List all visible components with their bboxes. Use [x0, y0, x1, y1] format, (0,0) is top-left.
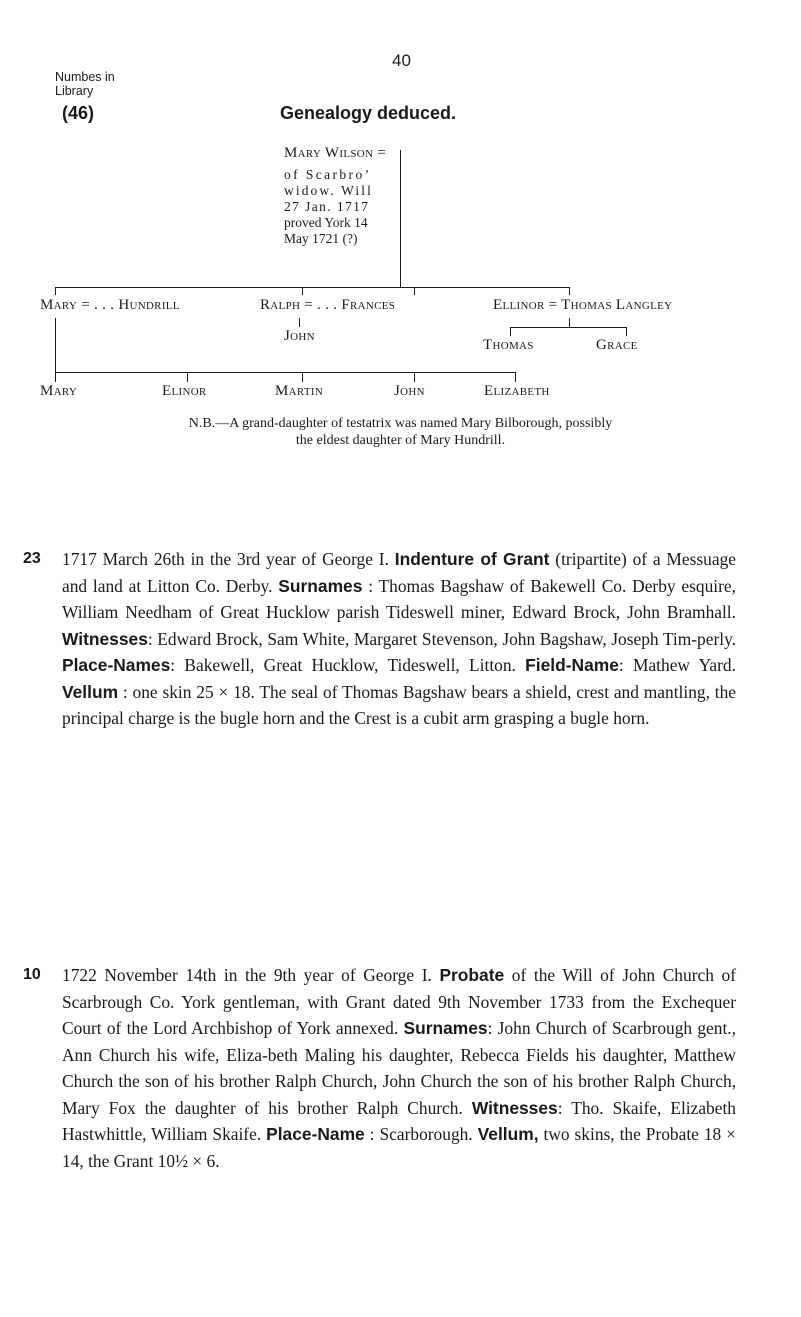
root-name: Mary Wilson = [284, 145, 387, 161]
entry-date: 1717 March 26th in the 3rd year of George I. [62, 549, 389, 569]
surnames-text: Thomas Bagshaw of Bakewell Co. Derby esquire, William Needham of Great Hucklow parish Tideswell miner, Edward Brock, John Bramhall. [62, 575, 736, 622]
entry-number: 10 [23, 966, 41, 983]
grandchild-elinor: Elinor [162, 383, 207, 399]
vellum-label: Vellum [62, 681, 119, 702]
sibling-tick [302, 287, 303, 295]
root-detail-line: May 1721 (?) [284, 231, 358, 246]
surnames-label: Surnames [278, 575, 363, 596]
page-title: Genealogy deduced. [280, 103, 457, 123]
child-ellinor-langley: Ellinor = Thomas Langley [493, 297, 673, 313]
mary-child-tick [55, 372, 56, 382]
witnesses-text: Tho. Skaife, Elizabeth Hastwhittle, William Skaife. [62, 1097, 736, 1144]
mary-child-tick [187, 372, 188, 382]
vellum-label: Vellum, [477, 1124, 539, 1144]
entry-type-rest: of the Will of John Church of Scarbrough Co. York gentleman, with Grant dated 9th November 1733 from the Exchequer Court of the Lord Archbishop of York annexed. [62, 965, 736, 1038]
root-detail-line: widow. Will [284, 183, 373, 198]
section-marker: (46) [62, 103, 95, 123]
ralph-connector [299, 318, 300, 327]
root-detail-line: proved York 14 [284, 215, 368, 230]
mary-children-line [55, 372, 516, 373]
page-number: 40 [392, 51, 411, 70]
sibling-tick [569, 287, 570, 295]
vellum-text: one skin 25 × 18. The seal of Thomas Bagshaw bears a shield, crest and mantling, the principal charge is the bugle horn and the Crest is a cubit arm grasping a bugle horn. [62, 681, 736, 728]
grandchild-mary: Mary [40, 383, 78, 399]
mary-child-tick [414, 372, 415, 382]
root-connector [400, 150, 401, 288]
entry-23: 1717 March 26th in the 3rd year of George I. Indenture of Grant (tripartite) of a Messuage and land at Litton Co. Derby. Surnames : Thomas Bagshaw of Bakewell Co. Derby esquire, William Needham of Great Hucklow parish Tideswell miner, Edward Brock, John Bramhall. Witnesses: Edward Brock, Sam White, Margaret Stevenson, John Bagshaw, Joseph Tim-perly. Place-Names: Bakewell, Great Hucklow, Tideswell, Litton. Field-Name: Mathew Yard. Vellum : one skin 25 × 18. The seal of Thomas Bagshaw bears a shield, crest and mantling, the principal charge is the bugle horn and the Crest is a cubit arm grasping a bugle horn. [62, 549, 736, 728]
sibling-tick [55, 287, 56, 295]
library-note-line-2: Library [55, 84, 94, 98]
field-name-label: Field-Name [525, 655, 619, 675]
root-detail-line: 27 Jan. 1717 [284, 199, 370, 214]
mary-child-tick [302, 372, 303, 382]
root-details [284, 167, 373, 247]
place-names-label: Place-Names [62, 655, 171, 675]
note-line: N.B.—A grand-daughter of testatrix was named Mary Bilborough, possibly [188, 416, 613, 431]
library-note [55, 70, 115, 98]
mary-connector [55, 318, 56, 372]
grandchild-john-ralph: John [284, 328, 315, 344]
entry-type-rest: (tripartite) of a Messuage and land at Litton Co. Derby. [62, 549, 736, 596]
note-line: the eldest daughter of Mary Hundrill. [295, 433, 506, 448]
place-names-text: Bakewell, Great Hucklow, Tideswell, Litton. [184, 655, 516, 675]
witnesses-text: Edward Brock, Sam White, Margaret Stevenson, John Bagshaw, Joseph Tim-perly. [157, 628, 736, 649]
ellinor-children-line [510, 327, 627, 328]
grandchild-john: John [394, 383, 425, 399]
root-detail-line: of Scarbro’ [284, 167, 372, 182]
place-name-label: Place-Name [266, 1124, 365, 1144]
vellum-text: two skins, the Probate 18 × 14, the Grant 10½ × 6. [62, 1124, 736, 1171]
field-name-text: Mathew Yard. [633, 655, 736, 675]
mary-child-tick [515, 372, 516, 382]
entry-type-label: Indenture of Grant [394, 549, 550, 569]
place-name-text: Scarborough. [379, 1124, 473, 1144]
ellinor-child-tick [510, 327, 511, 336]
library-note-line-1: Numbes in [55, 70, 115, 84]
grandchild-thomas: Thomas [483, 337, 534, 353]
grandchild-grace: Grace [596, 337, 638, 353]
child-mary-hundrill: Mary = . . . Hundrill [40, 297, 180, 313]
entry-date: 1722 November 14th in the 9th year of George I. [62, 965, 432, 985]
child-ralph-frances: Ralph = . . . Frances [260, 297, 396, 313]
ellinor-child-tick [626, 327, 627, 336]
witnesses-label: Witnesses [471, 1097, 558, 1118]
witnesses-label: Witnesses [62, 628, 148, 649]
sibling-tick [414, 287, 415, 295]
entry-number: 23 [23, 550, 41, 567]
grandchild-elizabeth: Elizabeth [484, 383, 550, 399]
entry-10: 1722 November 14th in the 9th year of George I. Probate of the Will of John Church of Scarbrough Co. York gentleman, with Grant dated 9th November 1733 from the Exchequer Court of the Lord Archbishop of York annexed. Surnames: John Church of Scarbrough gent., Ann Church his wife, Eliza-beth Maling his daughter, Rebecca Fields his daughter, Matthew Church the son of his brother Ralph Church, John Church the son of his brother Ralph Church, Mary Fox the daughter of his brother Ralph Church. Witnesses: Tho. Skaife, Elizabeth Hastwhittle, William Skaife. Place-Name : Scarborough. Vellum, two skins, the Probate 18 × 14, the Grant 10½ × 6. [62, 965, 736, 1171]
surnames-label: Surnames [403, 1018, 488, 1038]
entry-type-label: Probate [439, 965, 505, 985]
sibling-line [55, 287, 570, 288]
surnames-text: John Church of Scarbrough gent., Ann Church his wife, Eliza-beth Maling his daughter, Rebecca Fields his daughter, Matthew Church the son of his brother Ralph Church, John Church the son of his brother Ralph Church, Mary Fox the daughter of his brother Ralph Church. [62, 1018, 736, 1118]
grandchild-martin: Martin [275, 383, 324, 399]
genealogy-note [50, 415, 751, 449]
